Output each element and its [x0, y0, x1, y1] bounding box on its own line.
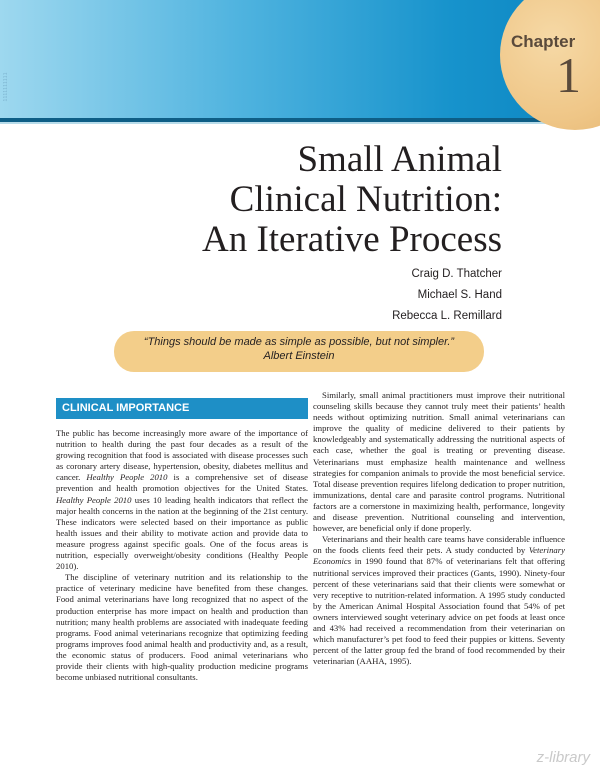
- page-title: [202, 140, 502, 260]
- title-line-1: Small Animal: [297, 139, 502, 180]
- chapter-label: Chapter: [511, 32, 576, 51]
- author-name: Rebecca L. Remillard: [392, 310, 502, 322]
- title-line-3: An Iterative Process: [201, 219, 502, 260]
- quote-attribution: Albert Einstein: [263, 349, 335, 362]
- header-divider: [0, 122, 600, 124]
- right-column: [313, 390, 565, 667]
- quote-text: “Things should be made as simple as possible, but not simpler.”: [143, 336, 455, 348]
- side-mark: 1111111111: [3, 72, 9, 102]
- epigraph-quote: [114, 331, 484, 372]
- body-paragraph: Veterinarians and their health care teams have considerable influence on the foods clients feed their pets. A study conducted by Veterinary Economics in 1990 found that 87% of veterinarians felt that offering nutritional services improved their practices (Gants, 1990). Ninety-four percent of these veterinarians said that their clients were somewhat or very receptive to nutrition-related information. A 1995 study conducted by the American Animal Hospital Association found that 54% of pet owners interviewed sought veterinary advice on pet foods at least once and 43% had received a recommendation from their veterinarian on which manufacturer’s pet food to feed their puppies or kittens. Seventy percent of the latter group fed the brand of food recommended by their veterinarian (AAHA, 1995).: [313, 534, 565, 667]
- author-list: [392, 264, 502, 327]
- watermark: z-library: [536, 749, 590, 766]
- left-column: [56, 390, 308, 683]
- body-paragraph: Similarly, small animal practitioners must improve their nutritional counseling skills because they cannot truly meet their patients’ health needs without optimizing nutrition. Small animal veterinarians can improve the quality of medicine delivered to their patients by knowledgeably and systematically addressing the nutritional aspects of each case, whether the goal is treating or preventing disease. Veterinarians must emphasize health maintenance and wellness strategies for companion animals to provide the most beneficial service. Total disease prevention requires lifelong dedication to proper nutrition, immunizations, dental care and parasite control programs. Nutritional factors are a cornerstone in maximizing health, performance, longevity and disease prevention. Nutritional counseling and intervention, however, are beneficial only if done properly.: [313, 390, 565, 534]
- title-line-2: Clinical Nutrition:: [229, 179, 502, 220]
- author-name: Michael S. Hand: [417, 289, 502, 301]
- author-name: Craig D. Thatcher: [411, 268, 502, 280]
- section-heading: CLINICAL IMPORTANCE: [56, 398, 308, 419]
- chapter-number: 1: [556, 47, 581, 103]
- body-paragraph: The discipline of veterinary nutrition and its relationship to the practice of veterinary medicine have benefited from these changes. Food animal veterinarians have long recognized that no aspect of the production enterprise has more impact on health and production than nutrition; many health problems are associated with inadequate feeding programs. Food animal veterinarians recognize that optimizing feeding programs improves food animal health and productivity and, as a result, the economic status of producers. Food animal veterinarians who provide their clients with high-quality production medicine programs become unbiased nutritional consultants.: [56, 572, 308, 683]
- body-paragraph: The public has become increasingly more aware of the importance of nutrition to health during the past four decades as a result of the growing recognition that food is associated with disease processes such as coronary artery disease, hypertension, obesity, diabetes mellitus and cancer. Healthy People 2010 is a comprehensive set of disease prevention and health promotion objectives for the United States. Healthy People 2010 uses 10 leading health indicators that reflect the major health concerns in the nation at the beginning of the 21st century. These indicators were selected based on their importance as public health issues and their ability to motivate action and provide data to measure progress against specific goals. One of the focus areas is nutrition, especially overweight/obesity conditions (Healthy People 2010).: [56, 428, 309, 572]
